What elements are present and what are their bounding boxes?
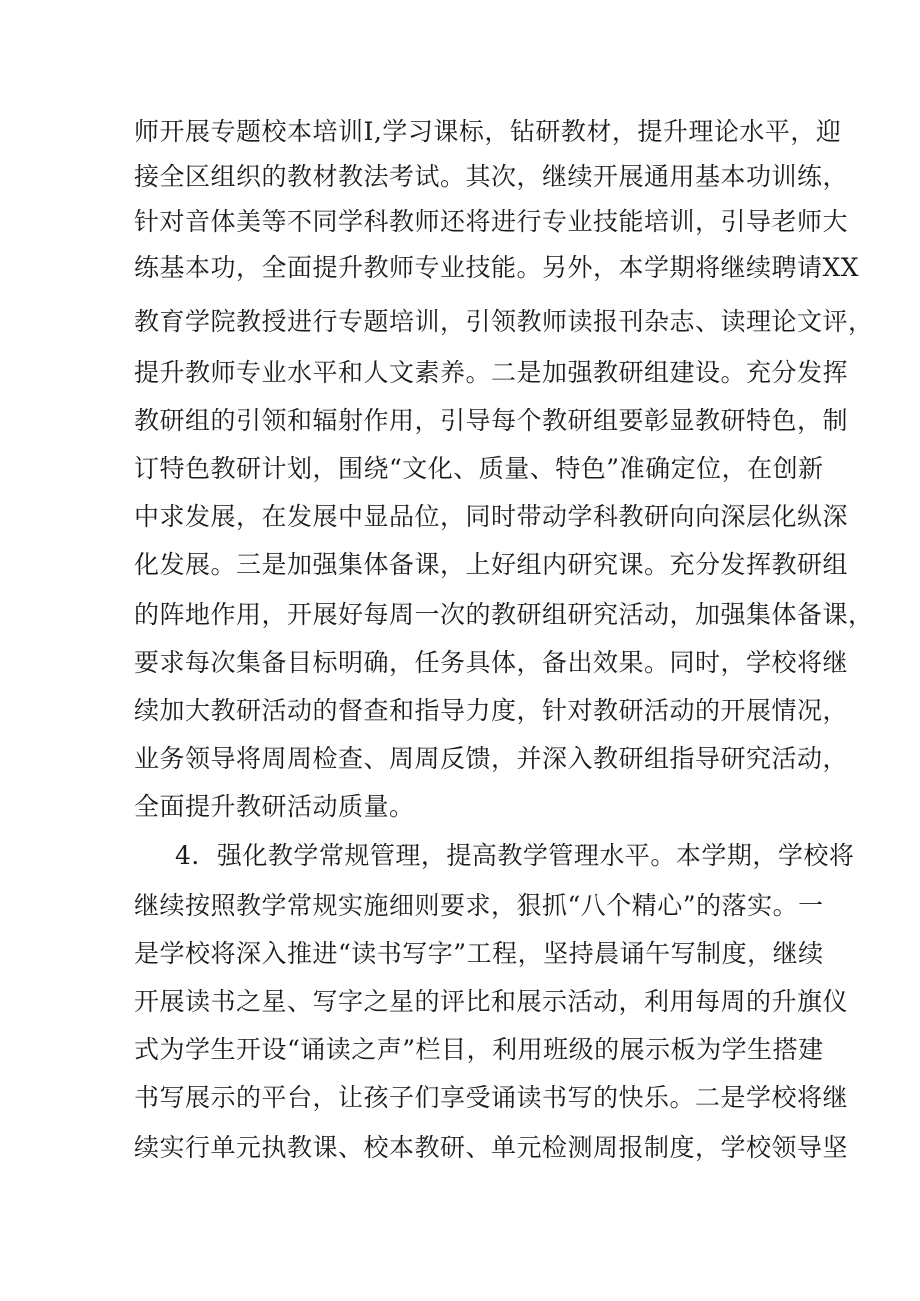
text-line: 开展读书之星、写字之星的评比和展示活动，利用每周的升旗仪	[134, 987, 849, 1016]
text-line: 练基本功，全面提升教师专业技能。另外，本学期将继续聘请XX	[134, 253, 860, 282]
text-line: 针对音体美等不同学科教师还将进行专业技能培训，引导老师大	[134, 207, 849, 236]
text-line: 化发展。三是加强集体备课，上好组内研究课。充分发挥教研组	[134, 550, 849, 579]
section-heading-line: 4．强化教学常规管理，提高教学管理水平。本学期，学校将	[175, 841, 855, 870]
text-line: 书写展示的平台，让孩子们享受诵读书写的快乐。二是学校将继	[134, 1083, 849, 1112]
text-line: 业务领导将周周检查、周周反馈，并深入教研组指导研究活动，	[134, 744, 849, 773]
text-line: 的阵地作用，开展好每周一次的教研组研究活动，加强集体备课，	[134, 600, 874, 629]
text-line: 教育学院教授进行专题培训，引领教师读报刊杂志、读理论文评，	[134, 307, 874, 336]
text-line: 提升教师专业水平和人文素养。二是加强教研组建设。充分发挥	[134, 358, 849, 387]
text-line: 教研组的引领和辐射作用，引导每个教研组要彰显教研特色，制	[134, 406, 849, 435]
text-line: 续加大教研活动的督查和指导力度，针对教研活动的开展情况，	[134, 696, 849, 725]
text-line: 师开展专题校本培训Ⅰ,学习课标，钻研教材，提升理论水平，迎	[134, 117, 842, 146]
text-line: 接全区组织的教材教法考试。其次，继续开展通用基本功训练，	[134, 162, 849, 191]
text-line: 继续按照教学常规实施细则要求，狠抓“八个精心”的落实。一	[134, 891, 824, 920]
text-line: 要求每次集备目标明确，任务具体，备出效果。同时，学校将继	[134, 648, 849, 677]
text-line: 式为学生开设“诵读之声”栏目，利用班级的展示板为学生搭建	[134, 1035, 824, 1064]
text-line: 是学校将深入推进“读书写字”工程，坚持晨诵午写制度，继续	[134, 939, 824, 968]
text-line: 续实行单元执教课、校本教研、单元检测周报制度，学校领导坚	[134, 1133, 849, 1162]
text-line: 中求发展，在发展中显品位，同时带动学科教研向向深层化纵深	[134, 502, 849, 531]
text-line: 全面提升教研活动质量。	[134, 792, 415, 821]
text-line: 订特色教研计划，围绕“文化、质量、特色”准确定位，在创新	[134, 454, 824, 483]
